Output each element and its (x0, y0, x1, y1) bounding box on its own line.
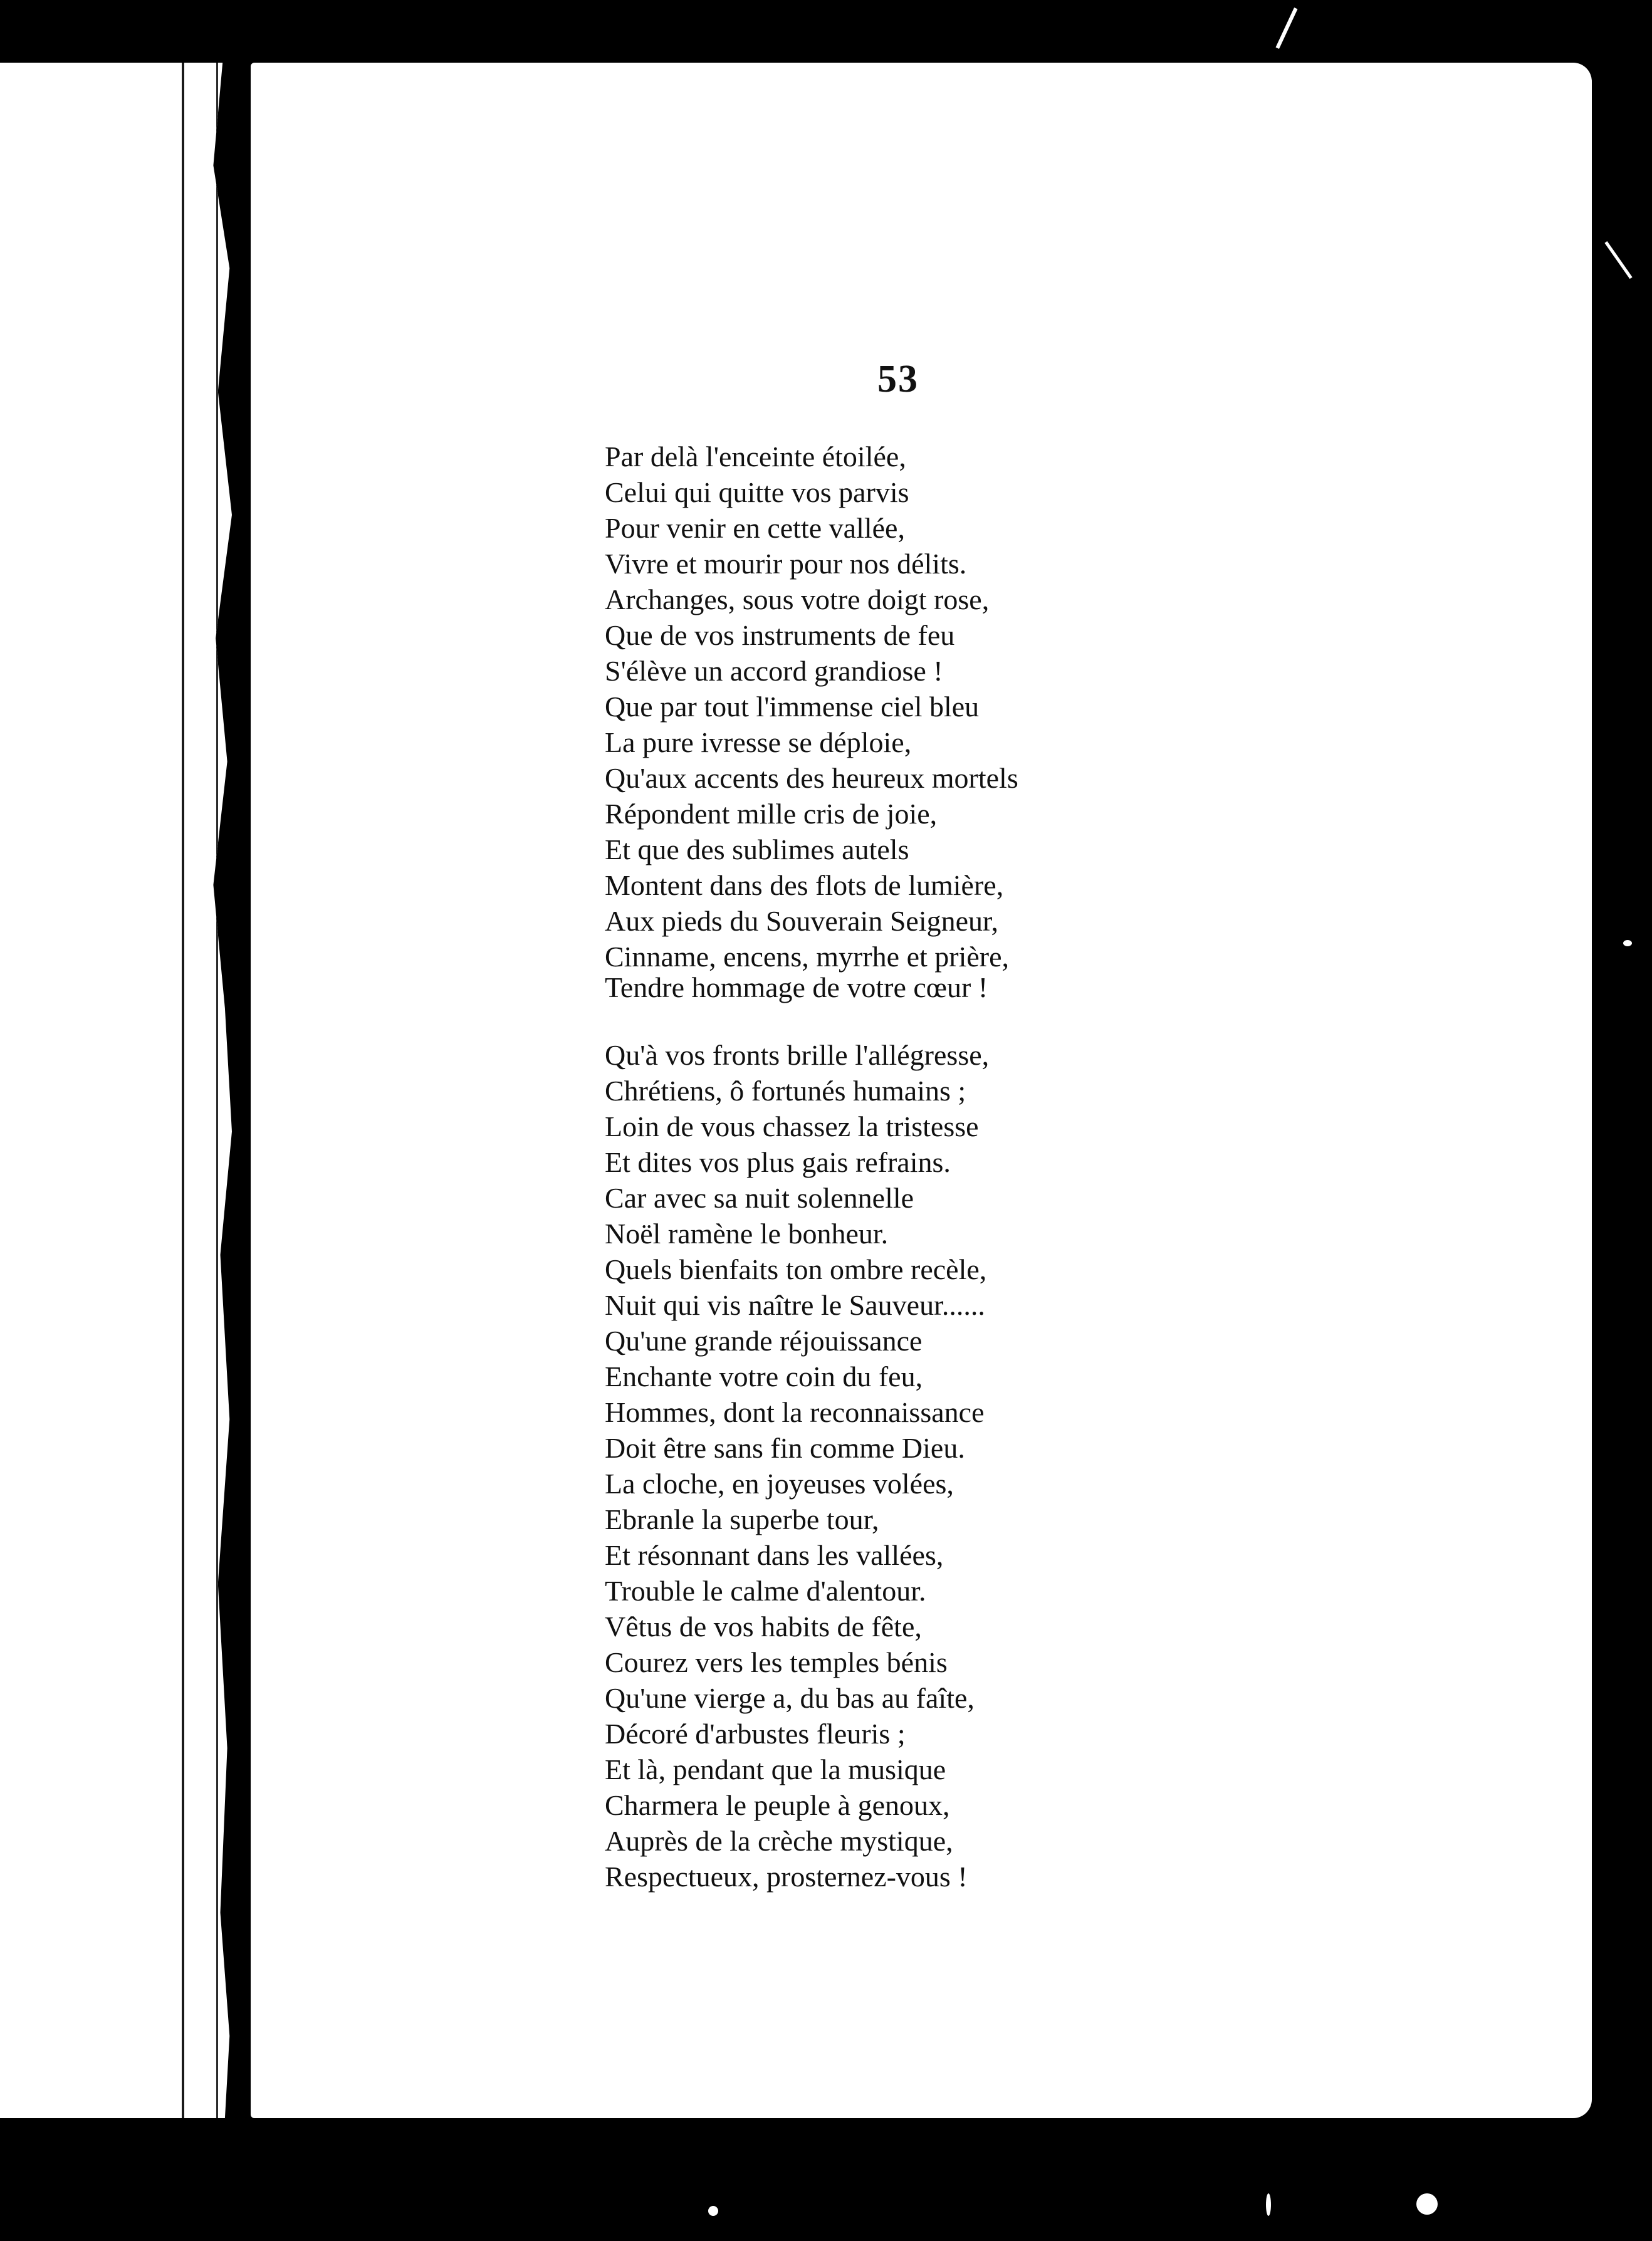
poem-line: Doit être sans fin comme Dieu. (605, 1432, 965, 1464)
poem-line: Aux pieds du Souverain Seigneur, (605, 905, 999, 937)
poem-line: Chrétiens, ô fortunés humains ; (605, 1075, 966, 1107)
poem-line: Décoré d'arbustes fleuris ; (605, 1718, 906, 1750)
poem-line: Pour venir en cette vallée, (605, 512, 905, 544)
poem-line: Noël ramène le bonheur. (605, 1218, 889, 1250)
poem-line: Qu'à vos fronts brille l'allégresse, (605, 1039, 990, 1071)
poem-line: Hommes, dont la reconnaissance (605, 1396, 985, 1428)
poem-line: Auprès de la crèche mystique, (605, 1825, 953, 1857)
poem-line: Vêtus de vos habits de fête, (605, 1611, 922, 1643)
poem-line: S'élève un accord grandiose ! (605, 655, 943, 687)
poem-line: Vivre et mourir pour nos délits. (605, 548, 967, 580)
poem-line: Quels bienfaits ton ombre recèle, (605, 1253, 987, 1285)
poem-line: Nuit qui vis naître le Sauveur...... (605, 1289, 985, 1321)
binding-shadow (216, 63, 218, 2118)
poem-line: Qu'aux accents des heureux mortels (605, 762, 1018, 794)
poem-line: Car avec sa nuit solennelle (605, 1182, 914, 1214)
poem-line: Enchante votre coin du feu, (605, 1361, 923, 1392)
facing-page-edge (0, 63, 232, 2118)
poem-line: Courez vers les temples bénis (605, 1646, 948, 1678)
poem-line: Loin de vous chassez la tristesse (605, 1110, 979, 1142)
poem-line: Archanges, sous votre doigt rose, (605, 583, 990, 615)
poem-line: Trouble le calme d'alentour. (605, 1575, 926, 1607)
poem-stanza-2 (605, 1037, 1482, 1894)
poem-line: Qu'une vierge a, du bas au faîte, (605, 1682, 975, 1714)
poem-line: Et dites vos plus gais refrains. (605, 1146, 951, 1178)
poem-line: Et que des sublimes autels (605, 833, 909, 865)
poem-line: Tendre hommage de votre cœur ! (605, 971, 988, 1003)
poem-line: Cinname, encens, myrrhe et prière, (605, 941, 1010, 973)
poem-line: Qu'une grande réjouissance (605, 1325, 923, 1357)
poem-line: Montent dans des flots de lumière, (605, 869, 1004, 901)
poem-stanza-1 (605, 439, 1482, 1001)
page-edge-line (182, 63, 184, 2118)
scan-artifact (1275, 8, 1297, 49)
poem-line: Que par tout l'immense ciel bleu (605, 691, 980, 723)
scan-artifact (1416, 2193, 1438, 2215)
scan-artifact (1604, 241, 1632, 279)
poem-line: Et là, pendant que la musique (605, 1753, 946, 1785)
poem-line: Charmera le peuple à genoux, (605, 1789, 950, 1821)
scan-artifact (1266, 2193, 1271, 2216)
poem-line: Respectueux, prosternez-vous ! (605, 1861, 968, 1893)
page-number: 53 (877, 358, 919, 400)
poem-line: Et résonnant dans les vallées, (605, 1539, 944, 1571)
poem-line: Celui qui quitte vos parvis (605, 476, 909, 508)
poem-line: La cloche, en joyeuses volées, (605, 1468, 954, 1500)
poem-line: La pure ivresse se déploie, (605, 726, 912, 758)
scan-artifact (1623, 940, 1632, 946)
scan-artifact (708, 2206, 718, 2216)
poem-line: Répondent mille cris de joie, (605, 798, 938, 830)
poem-line: Par delà l'enceinte étoilée, (605, 441, 906, 473)
poem-line: Que de vos instruments de feu (605, 619, 955, 651)
poem-line: Ebranle la superbe tour, (605, 1503, 879, 1535)
book-page (251, 63, 1592, 2118)
